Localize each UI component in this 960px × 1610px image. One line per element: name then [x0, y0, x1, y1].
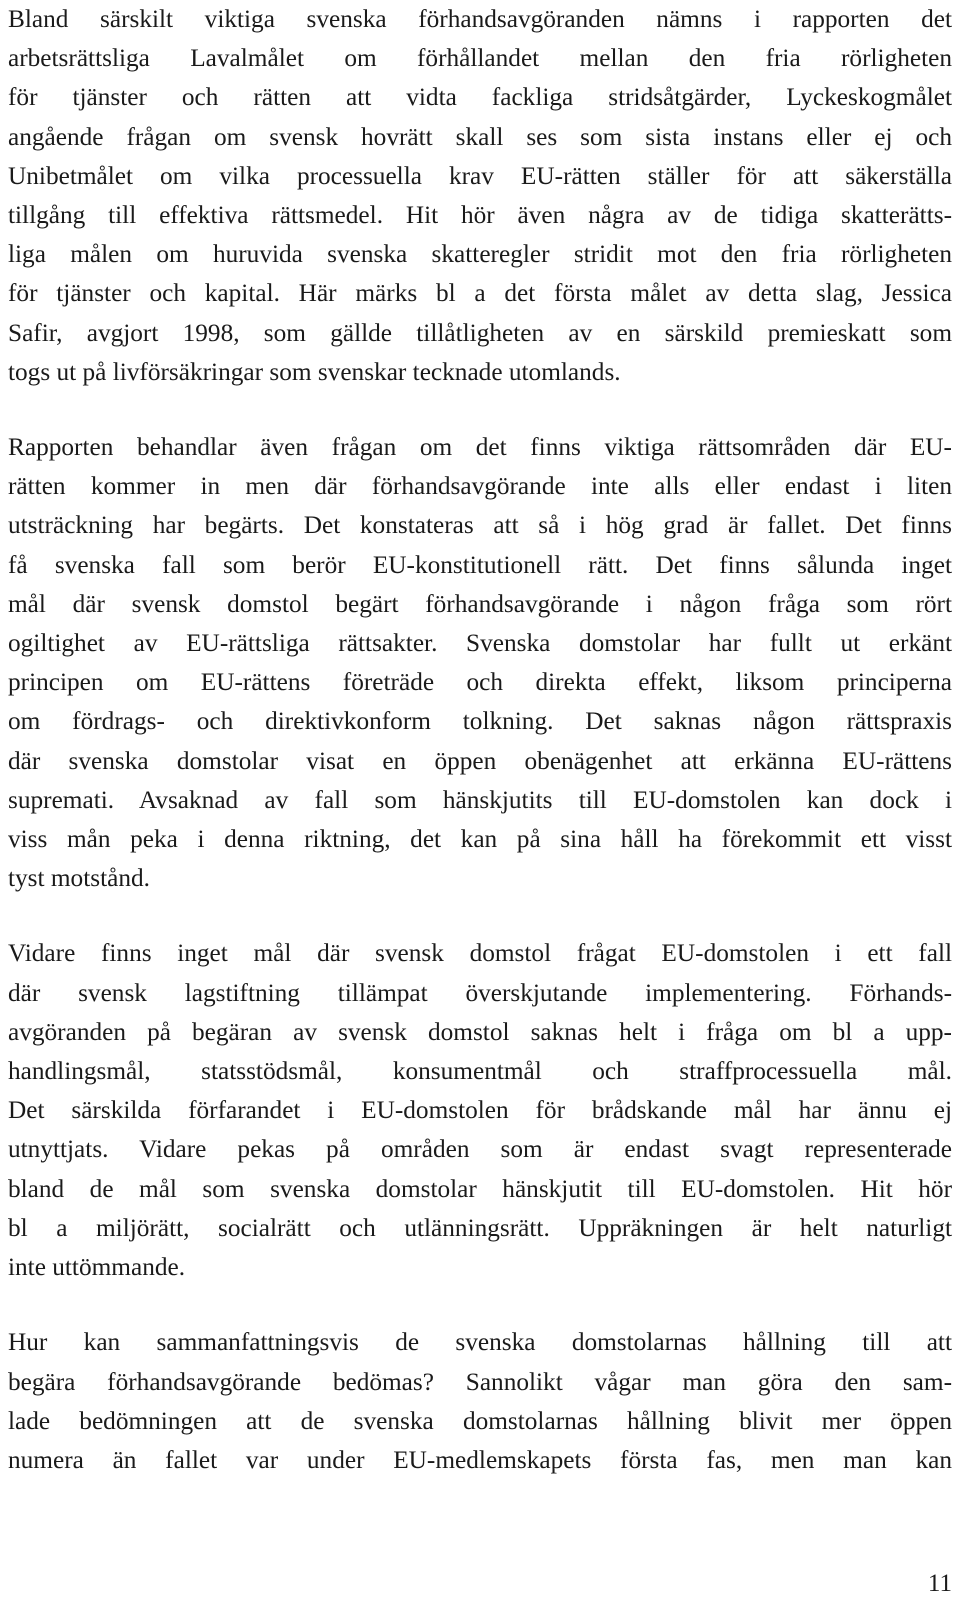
text-line: tillgång till effektiva rättsmedel. Hit hör även några av de tidiga skatterätts-	[8, 201, 952, 230]
paragraph-4	[8, 1323, 952, 1480]
text-line: begära förhandsavgörande bedömas? Sannolikt vågar man göra den sam-	[8, 1367, 952, 1396]
text-line: rätten kommer in men där förhandsavgörande inte alls eller endast i liten	[8, 472, 952, 501]
text-line: Rapporten behandlar även frågan om det finns viktiga rättsområden där EU-	[8, 433, 952, 462]
text-line: mål där svensk domstol begärt förhandsavgörande i någon fråga som rört	[8, 589, 952, 618]
text-line: där svenska domstolar visat en öppen obenägenhet att erkänna EU-rättens	[8, 746, 952, 775]
document-page	[8, 0, 952, 1480]
text-line: utnyttjats. Vidare pekas på områden som är endast svagt representerade	[8, 1135, 952, 1164]
text-line: Hur kan sammanfattningsvis de svenska domstolarnas hållning till att	[8, 1328, 952, 1357]
text-line: viss mån peka i denna riktning, det kan på sina håll ha förekommit ett visst	[8, 825, 952, 854]
text-line: Safir, avgjort 1998, som gällde tillåtligheten av en särskild premieskatt som	[8, 318, 952, 347]
text-line: numera än fallet var under EU-medlemskapets första fas, men man kan	[8, 1445, 952, 1474]
paragraph-2	[8, 428, 952, 898]
text-line: för tjänster och rätten att vidta fackliga stridsåtgärder, Lyckeskogmålet	[8, 83, 952, 112]
text-line: liga målen om huruvida svenska skatteregler stridit mot den fria rörligheten	[8, 240, 952, 269]
text-line: Det särskilda förfarandet i EU-domstolen för brådskande mål har ännu ej	[8, 1096, 952, 1125]
text-line: arbetsrättsliga Lavalmålet om förhållandet mellan den fria rörligheten	[8, 44, 952, 73]
text-line: om fördrags- och direktivkonform tolkning. Det saknas någon rättspraxis	[8, 707, 952, 736]
text-line: angående frågan om svensk hovrätt skall ses som sista instans eller ej och	[8, 122, 952, 151]
text-line: handlingsmål, statsstödsmål, konsumentmål och straffprocessuella mål.	[8, 1057, 952, 1086]
text-line: ogiltighet av EU-rättsliga rättsakter. Svenska domstolar har fullt ut erkänt	[8, 629, 952, 658]
text-line: bland de mål som svenska domstolar hänskjutit till EU-domstolen. Hit hör	[8, 1174, 952, 1203]
text-line: få svenska fall som berör EU-konstitutionell rätt. Det finns sålunda inget	[8, 550, 952, 579]
text-line: avgöranden på begäran av svensk domstol saknas helt i fråga om bl a upp-	[8, 1017, 952, 1046]
text-line: supremati. Avsaknad av fall som hänskjutits till EU-domstolen kan dock i	[8, 785, 952, 814]
text-line: togs ut på livförsäkringar som svenskar tecknade utomlands.	[8, 357, 621, 386]
text-line: inte uttömmande.	[8, 1253, 186, 1282]
text-line: utsträckning har begärts. Det konstateras att så i hög grad är fallet. Det finns	[8, 511, 952, 540]
text-line: principen om EU-rättens företräde och direkta effekt, liksom principerna	[8, 668, 952, 697]
text-line: lade bedömningen att de svenska domstolarnas hållning blivit mer öppen	[8, 1406, 952, 1435]
text-line: Vidare finns inget mål där svensk domstol frågat EU-domstolen i ett fall	[8, 939, 952, 968]
text-line: där svensk lagstiftning tillämpat överskjutande implementering. Förhands-	[8, 978, 952, 1007]
text-line: bl a miljörätt, socialrätt och utlänningsrätt. Uppräkningen är helt naturligt	[8, 1213, 952, 1242]
text-line: Unibetmålet om vilka processuella krav EU-rätten ställer för att säkerställa	[8, 161, 952, 190]
text-line: för tjänster och kapital. Här märks bl a det första målet av detta slag, Jessica	[8, 279, 952, 308]
paragraph-3	[8, 934, 952, 1287]
text-line: Bland särskilt viktiga svenska förhandsavgöranden nämns i rapporten det	[8, 5, 952, 33]
page-number: 11	[927, 1570, 952, 1597]
text-line: tyst motstånd.	[8, 864, 150, 893]
paragraph-1	[8, 0, 952, 392]
